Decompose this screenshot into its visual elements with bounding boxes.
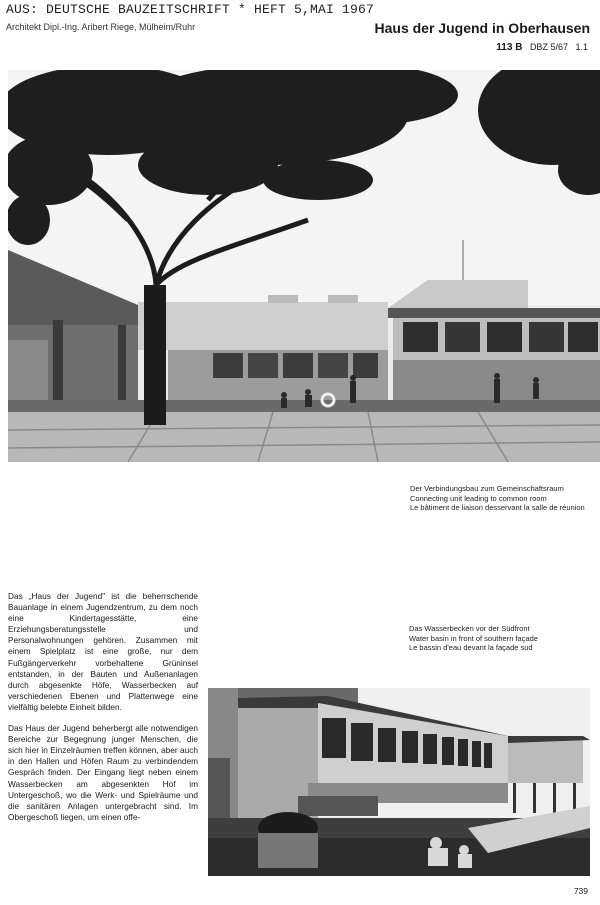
reference-line <box>496 42 588 53</box>
article-title: Haus der Jugend in Oberhausen <box>374 20 590 36</box>
architect-credit: Architekt Dipl.-Ing. Aribert Riege, Mülheim/Ruhr <box>6 22 196 32</box>
caption-top-de: Der Verbindungsbau zum Gemeinschaftsraum <box>410 484 564 493</box>
photo-connecting-unit <box>8 70 600 462</box>
caption-top-en: Connecting unit leading to common room <box>410 493 547 503</box>
body-paragraph: Das Haus der Jugend beherbergt alle notwendigen Bereiche zur Begegnung junger Menschen, die sich hier in Einzelräumen treffen können, aber auch in den Hallen und Höfen Raum zu verbindendem Gespräch finden. Der Eingang liegt neben einem Wasserbecken am abgesenkten Hof im Untergeschoß, wo die Werk- und Spielräume und die sanitären Anlagen untergebracht sind. Im Obergeschoß liegen, um einen offe- <box>8 723 198 822</box>
photo-water-basin-image <box>208 688 590 876</box>
article-body <box>8 591 198 833</box>
ref-journal: DBZ 5/67 <box>529 42 568 52</box>
caption-top <box>410 484 585 513</box>
source-stamp: AUS: DEUTSCHE BAUZEITSCHRIFT * HEFT 5,MAI 1967 <box>6 2 375 17</box>
ref-number: 113 B <box>496 42 523 53</box>
caption-bottom-fr: Le bassin d'eau devant la façade sud <box>409 643 533 652</box>
body-paragraph: Das „Haus der Jugend" ist die beherrschende Bauanlage in einem Jugendzentrum, zu dem noch eine Kindertagesstätte, eine Erziehungsberatungsstelle und Personalwohnungen gehören. Zusammen mit einem Spielplatz ist eine große, nur dem Fußgängerverkehr vorbehaltene Grüninsel entstanden, in der Bauten und Außenanlagen durch abgesenkte Höfe, Wasserbecken auf verschiedenen Ebenen und Plattenwege eine vielfältig belebte Einheit bilden. <box>8 591 198 712</box>
photo-connecting-unit-image <box>8 70 600 462</box>
caption-bottom-de: Das Wasserbecken vor der Südfront <box>409 624 530 633</box>
caption-bottom-en: Water basin in front of southern façade <box>409 633 538 643</box>
photo-water-basin <box>208 688 590 876</box>
caption-top-fr: Le bâtiment de liaison desservant la salle de réunion <box>410 503 585 512</box>
ref-section: 1.1 <box>575 42 588 52</box>
caption-bottom <box>409 624 538 653</box>
page-number: 739 <box>573 886 588 896</box>
